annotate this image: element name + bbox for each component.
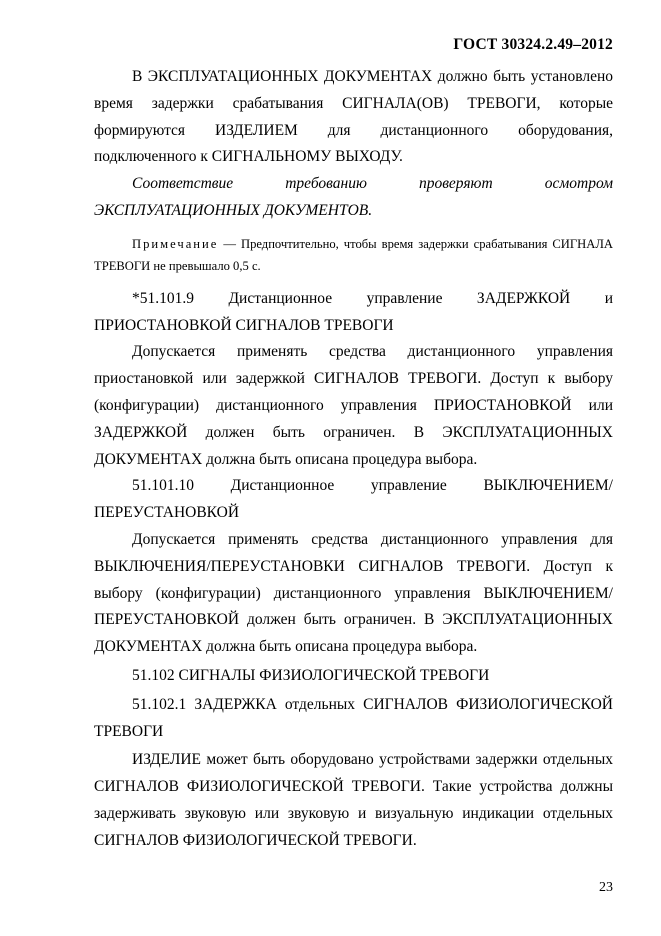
paragraph-remote-pause-delay: Допускается применять средства дистанционного управления приостановкой или задержкой СИГНАЛОВ ТРЕВОГИ. Доступ к выбору (конфигурации) дистанционного управления ПРИОСТАНОВКОЙ или ЗАДЕРЖКОЙ должен быть ограничен. В ЭКСПЛУАТАЦИОННЫХ ДОКУМЕНТАХ должна быть описана процедура выбора. [94,343,613,468]
standard-header: ГОСТ 30324.2.49–2012 [453,36,613,53]
note-text: — Предпочтительно, чтобы время задержки срабатывания СИГНАЛА ТРЕВОГИ не превышало 0,5 с. [94,236,613,274]
paragraph-compliance-check: Соответствие требованию проверяют осмотром ЭКСПЛУАТАЦИОННЫХ ДОКУМЕНТОВ. [94,175,613,219]
paragraph-physiological-delay: ИЗДЕЛИЕ может быть оборудовано устройствами задержки отдельных СИГНАЛОВ ФИЗИОЛОГИЧЕСКОЙ ТРЕВОГИ. Такие устройства должны задерживать звуковую или звуковую и визуальную индикации отдельных СИГНАЛОВ ФИЗИОЛОГИЧЕСКОЙ ТРЕВОГИ. [94,751,613,849]
section-heading-51-102-1: 51.102.1 ЗАДЕРЖКА отдельных СИГНАЛОВ ФИЗИОЛОГИЧЕСКОЙ ТРЕВОГИ [94,695,613,740]
page-number: 23 [599,880,613,895]
note-paragraph [94,233,613,278]
paragraph-remote-off-reset: Допускается применять средства дистанционного управления для ВЫКЛЮЧЕНИЯ/ПЕРЕУСТАНОВКИ СИГНАЛОВ ТРЕВОГИ. Доступ к выбору (конфигурации) дистанционного управления ВЫКЛЮЧЕНИЕМ/ПЕРЕУСТАНОВКОЙ должен быть ограничен. В ЭКСПЛУАТАЦИОННЫХ ДОКУМЕНТАХ должна быть описана процедура выбора. [94,530,613,656]
section-heading-51-102: 51.102 СИГНАЛЫ ФИЗИОЛОГИЧЕСКОЙ ТРЕВОГИ [132,666,490,684]
document-body [94,64,613,855]
paragraph-operating-docs-delay: В ЭКСПЛУАТАЦИОННЫХ ДОКУМЕНТАХ должно быть установлено время задержки срабатывания СИГНАЛА(ОВ) ТРЕВОГИ, которые формируются ИЗДЕЛИЕМ для дистанционного оборудования, подключенного к СИГНАЛЬНОМУ ВЫХОДУ. [94,68,613,166]
section-heading-51-101-9: *51.101.9 Дистанционное управление ЗАДЕРЖКОЙ и ПРИОСТАНОВКОЙ СИГНАЛОВ ТРЕВОГИ [94,289,613,334]
note-label: Примечание [132,236,219,251]
section-heading-51-101-10: 51.101.10 Дистанционное управление ВЫКЛЮЧЕНИЕМ/ПЕРЕУСТАНОВКОЙ [94,477,613,522]
